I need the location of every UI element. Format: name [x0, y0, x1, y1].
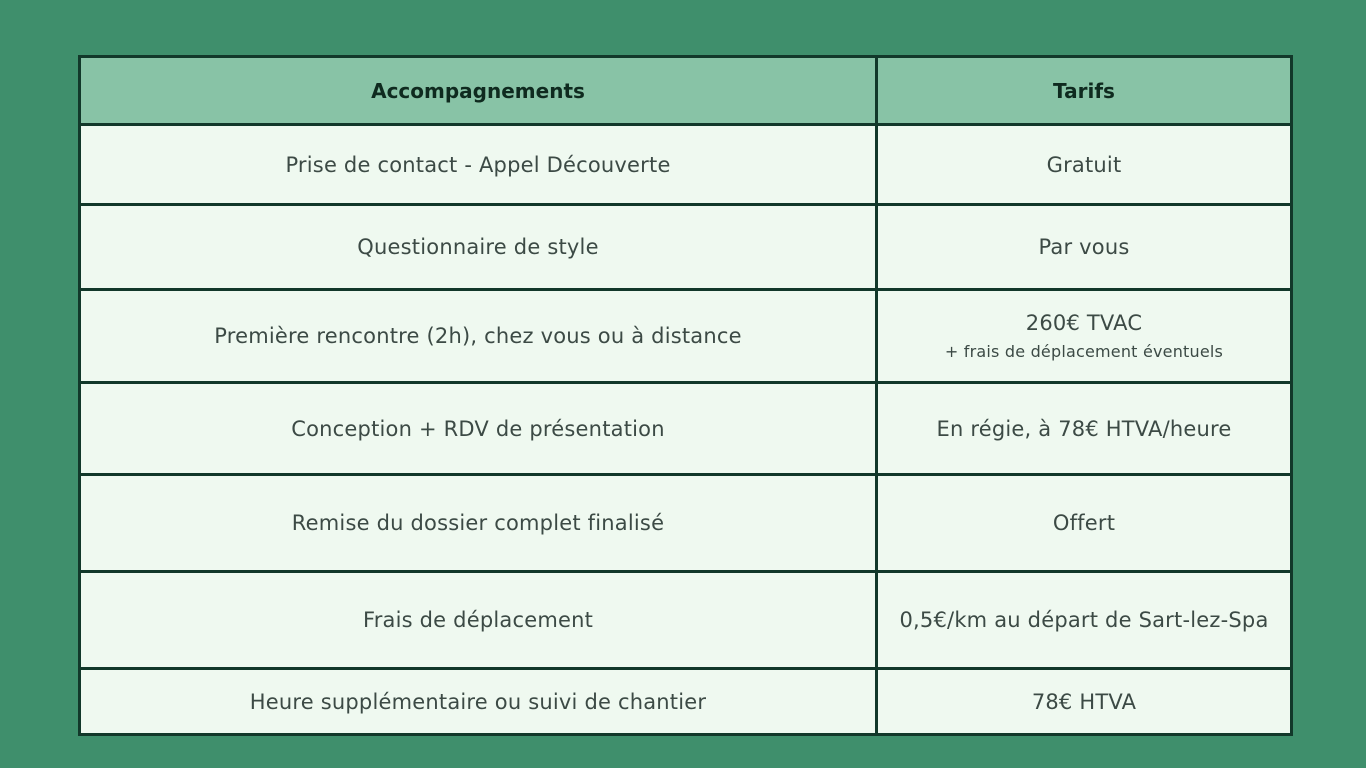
price-cell: Offert — [877, 475, 1292, 572]
table-header-row — [80, 57, 1292, 125]
service-cell: Questionnaire de style — [80, 205, 877, 290]
header-tarifs: Tarifs — [877, 57, 1292, 125]
header-accompagnements: Accompagnements — [80, 57, 877, 125]
service-cell: Remise du dossier complet finalisé — [80, 475, 877, 572]
service-cell: Frais de déplacement — [80, 572, 877, 669]
table-row — [80, 475, 1292, 572]
price-cell — [877, 572, 1292, 669]
service-cell: Première rencontre (2h), chez vous ou à distance — [80, 290, 877, 383]
table-row — [80, 669, 1292, 735]
pricing-table-container — [78, 55, 1290, 713]
service-cell: Prise de contact - Appel Découverte — [80, 125, 877, 205]
table-row — [80, 383, 1292, 475]
table-row — [80, 290, 1292, 383]
price-cell: En régie, à 78€ HTVA/heure — [877, 383, 1292, 475]
table-row — [80, 572, 1292, 669]
service-cell: Heure supplémentaire ou suivi de chantier — [80, 669, 877, 735]
pricing-table — [78, 55, 1293, 736]
table-row — [80, 205, 1292, 290]
price-note: + frais de déplacement éventuels — [944, 341, 1224, 361]
price-main: 0,5€/km au départ de Sart-lez-Spa — [899, 607, 1269, 632]
price-cell: Gratuit — [877, 125, 1292, 205]
table-row — [80, 125, 1292, 205]
price-cell — [877, 290, 1292, 383]
price-cell: 78€ HTVA — [877, 669, 1292, 735]
price-cell: Par vous — [877, 205, 1292, 290]
service-cell: Conception + RDV de présentation — [80, 383, 877, 475]
price-main: 260€ TVAC — [1025, 310, 1143, 335]
